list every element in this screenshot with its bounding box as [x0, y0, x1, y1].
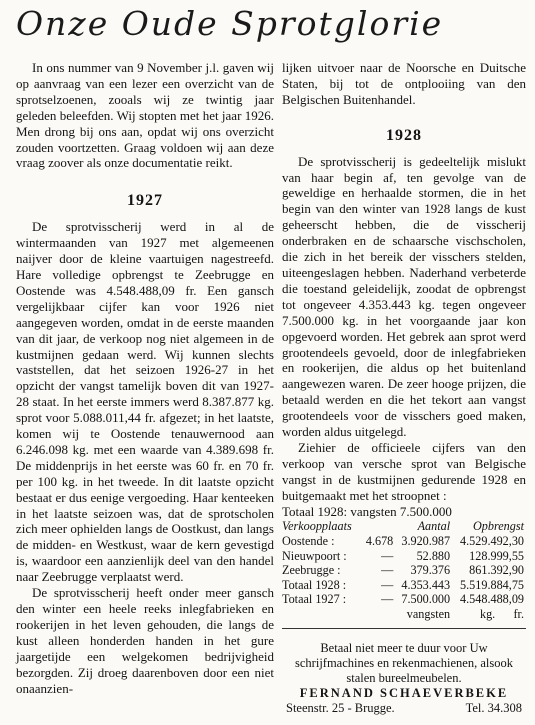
paragraph-1927-a: De sprotvisscherij werd in al de wintermaanden van 1927 met algemeenen naijver door de kleine vaartuigen nagestreefd. Hare volledige opbrengst te Zeebrugge en Oostende was 4.548.488,09 fr. Een gansch vergelijkbaar cijfer kan voor 1926 niet aangegeven worden, omdat in de eerste maanden van dit jaar, de verkoop nog niet algemeen in de kustmijnen gedaan werd. Wij kunnen slechts vaststellen, dat het seizoen 1926-27 in het opzicht der vangst tamelijk boven dit van 1927-28 staat. In het eerste immers werd 8.387.877 kg. sprot voor 5.088.011,44 fr. afgezet; in het laatste, komen wij te Oostende tenauwernood aan 6.246.098 kg. met een waarde van 4.389.698 fr. De middenprijs in het eerste was 60 fr. en 70 fr. per 100 kg. in het tweede. In dit laatste opzicht bestaat er dus eenige vergoeding. Haar kenteeken in het laatste seizoen was, dat de sprotscholen zich meer ophielden langs de Oostkust, dan langs de midden- en Westkust, waar de kern gevestigd is, waardoor een aanzienlijk deel van den handel naar Zeebrugge verplaatst werd. — [16, 219, 274, 585]
table-cell: 861.392,90 — [469, 563, 524, 578]
table-cell: 4.678 — [365, 534, 394, 549]
sales-table — [282, 519, 526, 621]
table-cell: Oostende : — [282, 534, 335, 549]
article-title: Onze Oude Sprotglorie — [16, 4, 444, 43]
paragraph-1927-b: De sprotvisscherij heeft onder meer gansch den winter een heele reeks inlegfabrieken en rookerijen in het leven gehouden, die langs de kust alleen honderden handen in het gure jaargetijde een welgekomen bedrijvigheid bezorgden. Zij droeg daarenboven door een niet onaanzien- — [16, 585, 274, 696]
table-cell: 4.548.488,09 — [460, 592, 524, 607]
ad-company-name: FERNAND SCHAEVERBEKE — [299, 685, 509, 700]
table-cell: 7.500.000 — [401, 592, 451, 607]
paragraph-1928-a: De sprotvisscherij is gedeeltelijk mislukt van haar begin af, ten gevolge van de geweldige en herhaalde stormen, die in het begin van den winter van 1928 langs de kust geheerscht hebben, die de visscherij onderbraken en de schaarsche vischscholen, die zich in het bereik der visschers stelden, uiteengeslagen hebben. Naderhand verbeterde die toestand geleidelijk, zoodat de opbrengst tot ongeveer 4.353.443 kg. tegen ongeveer 7.500.000 kg. in het voorgaande jaar kon opgevoerd worden. Het gebrek aan sprot werd grootendeels gevoeld, door de inlegfabrieken en rookerijen, die aldus op het buitenland aangewezen waren. De zeer hooge prijzen, die betaald werden en die het tekort aan vangst grootendeels voor de visschers goed maken, worden aldus uitgelegd. — [282, 153, 526, 440]
table-header-row — [282, 519, 526, 534]
intro-paragraph: In ons nummer van 9 November j.l. gaven wij op aanvraag van een lezer een overzicht van de sprotselzoenen, zooals wij ze twintig jaar geleden beleefden. Wij stopten met het jaar 1926. Men drong bij ons aan, opdat wij ons overzicht zouden voortzetten. Graag voldoen wij aan deze vraag zoover als onze documentatie reikt. — [16, 60, 274, 171]
table-cell: 52.880 — [416, 548, 451, 563]
table-header: Aantal — [417, 519, 451, 534]
divider — [282, 628, 526, 629]
table-cell: 379.376 — [410, 563, 451, 578]
table-cell: — — [381, 548, 394, 563]
table-cell — [452, 607, 526, 622]
table-row — [282, 534, 526, 549]
table-cell: 5.519.884,75 — [460, 577, 524, 592]
totaal-line: Totaal 1928: vangsten 7.500.000 — [282, 503, 452, 519]
ad-street: Steenstr. 25 - Brugge. — [286, 700, 395, 715]
section-heading-1927: 1927 — [127, 192, 163, 210]
table-row — [282, 592, 526, 607]
table-cell: 3.920.987 — [401, 534, 451, 549]
ad-text: Betaal niet meer te duur voor Uw schrijfmachines en rekenmachienen, alsook stalen bureelmeubelen. — [295, 640, 513, 685]
table-footer-row — [282, 607, 526, 622]
table-cell: — — [381, 577, 394, 592]
paragraph-1928-b: Ziehier de officieele cijfers van den verkoop van versche sprot van Belgische vangst in de kustmijnen gedurende 1928 en buitgemaakt met het stroopnet : — [282, 439, 526, 503]
table-cell: 4.529.492,30 — [460, 534, 524, 549]
ad-phone: Tel. 34.308 — [465, 700, 522, 715]
unit-kg: kg. — [479, 607, 496, 622]
table-cell: vangsten — [406, 607, 451, 622]
continued-paragraph: lijken uitvoer naar de Noorsche en Duitsche Staten, bij tot de ontplooiing van den Belgischen Buitenhandel. — [282, 60, 526, 107]
unit-fr: fr. — [513, 607, 524, 622]
table-cell: 4.353.443 — [401, 577, 451, 592]
advertisement — [282, 635, 526, 716]
table-header: Verkoopplaats — [282, 519, 352, 534]
section-heading-1928: 1928 — [386, 126, 422, 144]
table-row — [282, 563, 526, 578]
table-cell: — — [381, 592, 394, 607]
table-cell: Zeebrugge : — [282, 563, 341, 578]
table-cell: Totaal 1928 : — [282, 577, 347, 592]
table-cell: 128.999,55 — [469, 548, 524, 563]
table-cell: Totaal 1927 : — [282, 592, 347, 607]
table-cell: — — [381, 563, 394, 578]
table-header: Opbrengst — [472, 519, 524, 534]
table-row — [282, 549, 526, 564]
ad-address-line — [286, 701, 522, 716]
left-column — [16, 60, 274, 696]
right-column — [282, 60, 526, 716]
table-cell: Nieuwpoort : — [282, 548, 347, 563]
table-row — [282, 578, 526, 593]
